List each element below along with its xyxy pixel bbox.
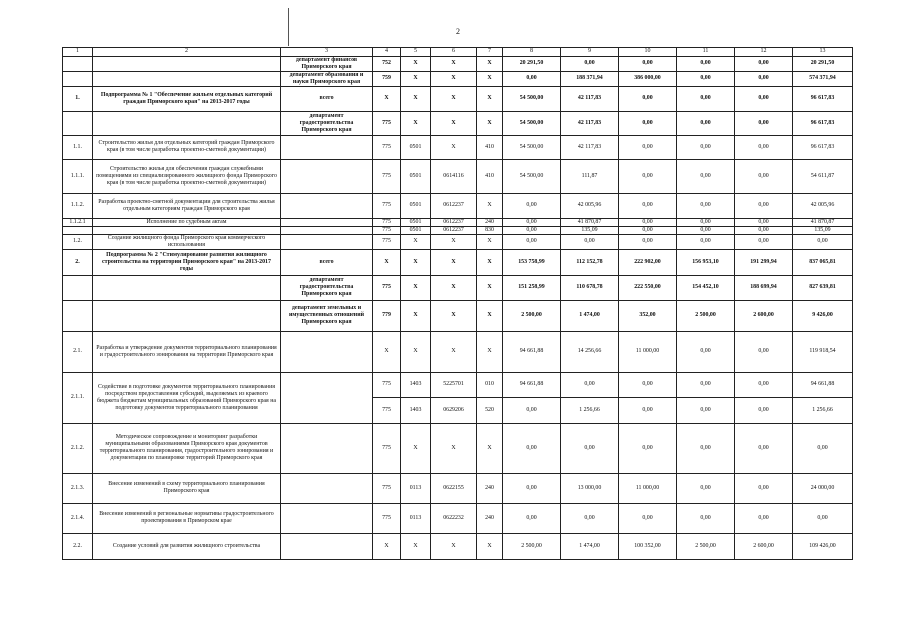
- grbs-code: 775: [373, 218, 401, 226]
- item-name: Подпрограмма № 1 "Обеспечение жильем отдельных категорий граждан Приморского края" на 2013-2017 годы: [93, 86, 281, 111]
- table-row: [63, 111, 853, 135]
- amount-2013: 0,00: [503, 193, 561, 218]
- amount-2016: 2 500,00: [677, 300, 735, 331]
- amount-2014: 0,00: [561, 372, 619, 397]
- amount-2017: 0,00: [735, 503, 793, 533]
- row-number: 2.1.4.: [63, 503, 93, 533]
- amount-2014: 0,00: [561, 423, 619, 473]
- expense-type-code: 240: [477, 218, 503, 226]
- amount-2014: 42 117,83: [561, 111, 619, 135]
- amount-2016: 2 500,00: [677, 533, 735, 559]
- section-code: X: [401, 423, 431, 473]
- row-number: 2.2.: [63, 533, 93, 559]
- row-number: 2.1.: [63, 331, 93, 372]
- header-cell: 8: [503, 48, 561, 57]
- amount-2014: 13 000,00: [561, 473, 619, 503]
- table-row: [63, 473, 853, 503]
- grbs-code: X: [373, 533, 401, 559]
- expense-type-code: 410: [477, 159, 503, 193]
- amount-2014: 1 256,66: [561, 397, 619, 423]
- amount-2013: 94 661,88: [503, 372, 561, 397]
- amount-2017: 0,00: [735, 218, 793, 226]
- amount-2013: 0,00: [503, 503, 561, 533]
- expense-type-code: 240: [477, 503, 503, 533]
- item-name: Исполнение по судебным актам: [93, 218, 281, 226]
- item-name: Создание условий для развития жилищного строительства: [93, 533, 281, 559]
- expense-type-code: 520: [477, 397, 503, 423]
- header-cell: 5: [401, 48, 431, 57]
- header-cell: 2: [93, 48, 281, 57]
- amount-2016: 0,00: [677, 71, 735, 86]
- amount-2016: 0,00: [677, 159, 735, 193]
- responsible-executor: департамент градостроительства Приморского края: [281, 275, 373, 300]
- table-row: [63, 331, 853, 372]
- responsible-executor: [281, 218, 373, 226]
- expense-type-code: X: [477, 249, 503, 275]
- row-number: [63, 226, 93, 234]
- section-code: 0113: [401, 503, 431, 533]
- amount-2013: 54 500,00: [503, 135, 561, 159]
- amount-2017: 0,00: [735, 159, 793, 193]
- table-row: [63, 218, 853, 226]
- amount-total: 109 426,00: [793, 533, 853, 559]
- grbs-code: 775: [373, 226, 401, 234]
- expense-type-code: X: [477, 57, 503, 72]
- target-article-code: 5225701: [431, 372, 477, 397]
- amount-total: 574 371,94: [793, 71, 853, 86]
- expense-type-code: X: [477, 533, 503, 559]
- section-code: X: [401, 249, 431, 275]
- amount-2013: 0,00: [503, 71, 561, 86]
- amount-2015: 100 352,00: [619, 533, 677, 559]
- table-row: [63, 249, 853, 275]
- item-name: [93, 111, 281, 135]
- header-cell: 3: [281, 48, 373, 57]
- amount-2013: 2 500,00: [503, 533, 561, 559]
- amount-2016: 0,00: [677, 423, 735, 473]
- grbs-code: 775: [373, 135, 401, 159]
- responsible-executor: департамент финансов Приморского края: [281, 57, 373, 72]
- item-name: Методическое сопровождение и мониторинг разработки муниципальными образованиями Приморского края документов территориального планирования, градостроительного зонирования и документации по планировке территорий Приморского края: [93, 423, 281, 473]
- section-code: X: [401, 300, 431, 331]
- amount-total: 9 426,00: [793, 300, 853, 331]
- amount-total: 0,00: [793, 423, 853, 473]
- header-cell: 6: [431, 48, 477, 57]
- responsible-executor: департамент земельных и имущественных отношений Приморского края: [281, 300, 373, 331]
- amount-2015: 11 000,00: [619, 473, 677, 503]
- item-name: Разработка проектно-сметной документации для строительства жилья отдельным категориям граждан Приморского края: [93, 193, 281, 218]
- header-cell: 13: [793, 48, 853, 57]
- amount-2013: 151 258,99: [503, 275, 561, 300]
- amount-2017: 0,00: [735, 226, 793, 234]
- amount-total: 54 611,87: [793, 159, 853, 193]
- responsible-executor: всего: [281, 249, 373, 275]
- amount-2017: 0,00: [735, 57, 793, 72]
- amount-2015: 0,00: [619, 111, 677, 135]
- target-article-code: 0612237: [431, 226, 477, 234]
- section-code: 0501: [401, 193, 431, 218]
- grbs-code: 775: [373, 234, 401, 249]
- table-row: [63, 423, 853, 473]
- row-number: [63, 71, 93, 86]
- responsible-executor: [281, 503, 373, 533]
- amount-total: 42 005,96: [793, 193, 853, 218]
- responsible-executor: [281, 331, 373, 372]
- amount-total: 119 918,54: [793, 331, 853, 372]
- row-number: 2.: [63, 249, 93, 275]
- amount-total: 96 617,83: [793, 86, 853, 111]
- expense-type-code: X: [477, 331, 503, 372]
- table-row: [63, 503, 853, 533]
- row-number: [63, 57, 93, 72]
- section-code: 0501: [401, 135, 431, 159]
- amount-2015: 0,00: [619, 372, 677, 397]
- amount-total: 24 000,00: [793, 473, 853, 503]
- amount-2016: 0,00: [677, 218, 735, 226]
- responsible-executor: [281, 533, 373, 559]
- table-row: [63, 372, 853, 397]
- amount-2013: 54 500,00: [503, 86, 561, 111]
- table-row: [63, 234, 853, 249]
- header-cell: 9: [561, 48, 619, 57]
- amount-2014: 0,00: [561, 234, 619, 249]
- header-cell: 7: [477, 48, 503, 57]
- amount-2016: 0,00: [677, 503, 735, 533]
- amount-2016: 0,00: [677, 331, 735, 372]
- grbs-code: 775: [373, 193, 401, 218]
- budget-table: [62, 47, 853, 560]
- amount-2015: 0,00: [619, 193, 677, 218]
- row-number: 1.1.2.: [63, 193, 93, 218]
- item-name: Строительство жилья для обеспечения граждан служебными помещениями из специализированного жилищного фонда Приморского края (в том числе разработка проектно-сметной документации): [93, 159, 281, 193]
- target-article-code: X: [431, 135, 477, 159]
- amount-2014: 1 474,00: [561, 533, 619, 559]
- table-row: [63, 135, 853, 159]
- amount-2015: 352,00: [619, 300, 677, 331]
- amount-2014: 135,09: [561, 226, 619, 234]
- amount-2017: 0,00: [735, 331, 793, 372]
- section-code: X: [401, 234, 431, 249]
- amount-total: 0,00: [793, 503, 853, 533]
- amount-2017: 0,00: [735, 135, 793, 159]
- target-article-code: X: [431, 57, 477, 72]
- amount-total: 94 661,88: [793, 372, 853, 397]
- amount-2016: 0,00: [677, 226, 735, 234]
- responsible-executor: [281, 135, 373, 159]
- grbs-code: 779: [373, 300, 401, 331]
- amount-2015: 222 550,00: [619, 275, 677, 300]
- amount-2017: 0,00: [735, 372, 793, 397]
- amount-2016: 0,00: [677, 86, 735, 111]
- row-number: 1.1.1.: [63, 159, 93, 193]
- expense-type-code: X: [477, 275, 503, 300]
- target-article-code: X: [431, 533, 477, 559]
- amount-total: 41 870,87: [793, 218, 853, 226]
- responsible-executor: [281, 372, 373, 423]
- expense-type-code: X: [477, 86, 503, 111]
- amount-2013: 54 500,00: [503, 111, 561, 135]
- header-cell: 12: [735, 48, 793, 57]
- amount-2016: 0,00: [677, 397, 735, 423]
- expense-type-code: 830: [477, 226, 503, 234]
- amount-2017: 0,00: [735, 423, 793, 473]
- amount-2017: 0,00: [735, 473, 793, 503]
- target-article-code: 0622155: [431, 473, 477, 503]
- amount-2015: 0,00: [619, 218, 677, 226]
- item-name: [93, 71, 281, 86]
- section-code: 1403: [401, 372, 431, 397]
- header-cell: 4: [373, 48, 401, 57]
- amount-2013: 2 500,00: [503, 300, 561, 331]
- grbs-code: 775: [373, 111, 401, 135]
- table-row: [63, 533, 853, 559]
- amount-2017: 0,00: [735, 397, 793, 423]
- section-code: X: [401, 111, 431, 135]
- row-number: 1.: [63, 86, 93, 111]
- amount-2014: 110 678,78: [561, 275, 619, 300]
- row-number: [63, 111, 93, 135]
- table-row: [63, 71, 853, 86]
- amount-2015: 0,00: [619, 57, 677, 72]
- section-code: 1403: [401, 397, 431, 423]
- grbs-code: 775: [373, 159, 401, 193]
- expense-type-code: 240: [477, 473, 503, 503]
- target-article-code: X: [431, 86, 477, 111]
- amount-2014: 41 870,87: [561, 218, 619, 226]
- target-article-code: X: [431, 275, 477, 300]
- header-cell: 10: [619, 48, 677, 57]
- amount-total: 96 617,83: [793, 135, 853, 159]
- item-name: [93, 275, 281, 300]
- amount-2017: 191 299,94: [735, 249, 793, 275]
- target-article-code: X: [431, 331, 477, 372]
- amount-2013: 20 291,50: [503, 57, 561, 72]
- responsible-executor: [281, 193, 373, 218]
- section-code: 0501: [401, 218, 431, 226]
- amount-2015: 0,00: [619, 423, 677, 473]
- amount-2014: 111,87: [561, 159, 619, 193]
- amount-2015: 0,00: [619, 86, 677, 111]
- item-name: Разработка и утверждение документов территориального планирования и градостроительного зонирования на территории Приморского края: [93, 331, 281, 372]
- row-number: 2.1.3.: [63, 473, 93, 503]
- grbs-code: 775: [373, 397, 401, 423]
- amount-2017: 0,00: [735, 86, 793, 111]
- amount-2013: 94 661,88: [503, 331, 561, 372]
- amount-2017: 0,00: [735, 111, 793, 135]
- grbs-code: 775: [373, 275, 401, 300]
- section-code: 0113: [401, 473, 431, 503]
- header-cell: 1: [63, 48, 93, 57]
- section-code: 0501: [401, 226, 431, 234]
- responsible-executor: всего: [281, 86, 373, 111]
- page-number: 2: [456, 27, 460, 36]
- amount-2015: 11 000,00: [619, 331, 677, 372]
- amount-2016: 0,00: [677, 372, 735, 397]
- table-row: [63, 57, 853, 72]
- scan-edge-mark: [288, 8, 289, 46]
- amount-2013: 0,00: [503, 234, 561, 249]
- amount-2017: 188 699,94: [735, 275, 793, 300]
- amount-2016: 0,00: [677, 135, 735, 159]
- target-article-code: X: [431, 423, 477, 473]
- target-article-code: 0612237: [431, 193, 477, 218]
- amount-2016: 0,00: [677, 473, 735, 503]
- item-name: [93, 226, 281, 234]
- responsible-executor: [281, 226, 373, 234]
- grbs-code: X: [373, 86, 401, 111]
- amount-2017: 0,00: [735, 193, 793, 218]
- amount-2016: 0,00: [677, 234, 735, 249]
- expense-type-code: X: [477, 234, 503, 249]
- amount-total: 96 617,83: [793, 111, 853, 135]
- responsible-executor: [281, 159, 373, 193]
- target-article-code: 0614116: [431, 159, 477, 193]
- item-name: [93, 300, 281, 331]
- table-row: [63, 159, 853, 193]
- row-number: 2.1.2.: [63, 423, 93, 473]
- amount-2014: 14 256,66: [561, 331, 619, 372]
- amount-2014: 0,00: [561, 503, 619, 533]
- amount-2014: 1 474,00: [561, 300, 619, 331]
- row-number: [63, 300, 93, 331]
- table-row: [63, 86, 853, 111]
- grbs-code: 775: [373, 503, 401, 533]
- amount-2014: 42 117,83: [561, 86, 619, 111]
- responsible-executor: [281, 473, 373, 503]
- expense-type-code: 010: [477, 372, 503, 397]
- grbs-code: 775: [373, 423, 401, 473]
- section-code: X: [401, 71, 431, 86]
- amount-total: 0,00: [793, 234, 853, 249]
- amount-2017: 2 600,00: [735, 533, 793, 559]
- table-row: [63, 226, 853, 234]
- amount-2014: 112 152,78: [561, 249, 619, 275]
- amount-2013: 0,00: [503, 473, 561, 503]
- expense-type-code: X: [477, 423, 503, 473]
- target-article-code: 0622232: [431, 503, 477, 533]
- item-name: Внесение изменений в региональные нормативы градостроительного проектирования в Приморском крае: [93, 503, 281, 533]
- section-code: X: [401, 86, 431, 111]
- grbs-code: 759: [373, 71, 401, 86]
- expense-type-code: X: [477, 111, 503, 135]
- grbs-code: X: [373, 249, 401, 275]
- target-article-code: X: [431, 111, 477, 135]
- item-name: Содействие в подготовке документов территориального планирования посредством предоставления субсидий, выделяемых из краевого бюджета бюджетам муниципальных образований Приморского края на подготовку документов территориального планирования: [93, 372, 281, 423]
- amount-2015: 222 902,00: [619, 249, 677, 275]
- table-row: [63, 193, 853, 218]
- amount-2014: 0,00: [561, 57, 619, 72]
- target-article-code: 0612237: [431, 218, 477, 226]
- section-code: X: [401, 275, 431, 300]
- section-code: X: [401, 57, 431, 72]
- item-name: Внесение изменений в схему территориального планирования Приморского края: [93, 473, 281, 503]
- amount-2015: 0,00: [619, 503, 677, 533]
- amount-2015: 0,00: [619, 135, 677, 159]
- expense-type-code: X: [477, 71, 503, 86]
- amount-2016: 0,00: [677, 193, 735, 218]
- row-number: [63, 275, 93, 300]
- amount-2013: 153 758,99: [503, 249, 561, 275]
- expense-type-code: X: [477, 300, 503, 331]
- target-article-code: X: [431, 300, 477, 331]
- amount-total: 1 256,66: [793, 397, 853, 423]
- amount-total: 135,09: [793, 226, 853, 234]
- responsible-executor: [281, 234, 373, 249]
- amount-2014: 42 005,96: [561, 193, 619, 218]
- row-number: 1.1.: [63, 135, 93, 159]
- section-code: X: [401, 533, 431, 559]
- grbs-code: X: [373, 331, 401, 372]
- amount-2013: 0,00: [503, 218, 561, 226]
- amount-2013: 0,00: [503, 423, 561, 473]
- amount-2013: 0,00: [503, 226, 561, 234]
- row-number: 1.1.2.1: [63, 218, 93, 226]
- section-code: 0501: [401, 159, 431, 193]
- amount-2015: 0,00: [619, 159, 677, 193]
- grbs-code: 775: [373, 372, 401, 397]
- amount-2016: 0,00: [677, 111, 735, 135]
- target-article-code: X: [431, 71, 477, 86]
- table-row: [63, 275, 853, 300]
- amount-2015: 386 000,00: [619, 71, 677, 86]
- responsible-executor: департамент образования и науки Приморского края: [281, 71, 373, 86]
- expense-type-code: 410: [477, 135, 503, 159]
- row-number: 2.1.1.: [63, 372, 93, 423]
- amount-2014: 42 117,83: [561, 135, 619, 159]
- item-name: Создание жилищного фонда Приморского края коммерческого использования: [93, 234, 281, 249]
- amount-2017: 0,00: [735, 71, 793, 86]
- header-cell: 11: [677, 48, 735, 57]
- amount-2015: 0,00: [619, 397, 677, 423]
- amount-2017: 0,00: [735, 234, 793, 249]
- amount-2015: 0,00: [619, 234, 677, 249]
- amount-total: 837 065,81: [793, 249, 853, 275]
- item-name: Подпрограмма № 2 "Стимулирование развития жилищного строительства на территории Приморского края" на 2013-2017 годы: [93, 249, 281, 275]
- grbs-code: 752: [373, 57, 401, 72]
- amount-2017: 2 600,00: [735, 300, 793, 331]
- amount-2013: 0,00: [503, 397, 561, 423]
- target-article-code: X: [431, 234, 477, 249]
- grbs-code: 775: [373, 473, 401, 503]
- section-code: X: [401, 331, 431, 372]
- item-name: [93, 57, 281, 72]
- amount-2015: 0,00: [619, 226, 677, 234]
- amount-total: 20 291,50: [793, 57, 853, 72]
- amount-2016: 156 953,10: [677, 249, 735, 275]
- expense-type-code: X: [477, 193, 503, 218]
- amount-2016: 154 452,10: [677, 275, 735, 300]
- amount-2013: 54 500,00: [503, 159, 561, 193]
- table-row: [63, 300, 853, 331]
- row-number: 1.2.: [63, 234, 93, 249]
- responsible-executor: [281, 423, 373, 473]
- target-article-code: 0629206: [431, 397, 477, 423]
- responsible-executor: департамент градостроительства Приморского края: [281, 111, 373, 135]
- target-article-code: X: [431, 249, 477, 275]
- amount-2014: 188 371,94: [561, 71, 619, 86]
- amount-total: 827 639,81: [793, 275, 853, 300]
- header-row: [63, 48, 853, 57]
- item-name: Строительство жилья для отдельных категорий граждан Приморского края (в том числе разработка проектно-сметной документации): [93, 135, 281, 159]
- amount-2016: 0,00: [677, 57, 735, 72]
